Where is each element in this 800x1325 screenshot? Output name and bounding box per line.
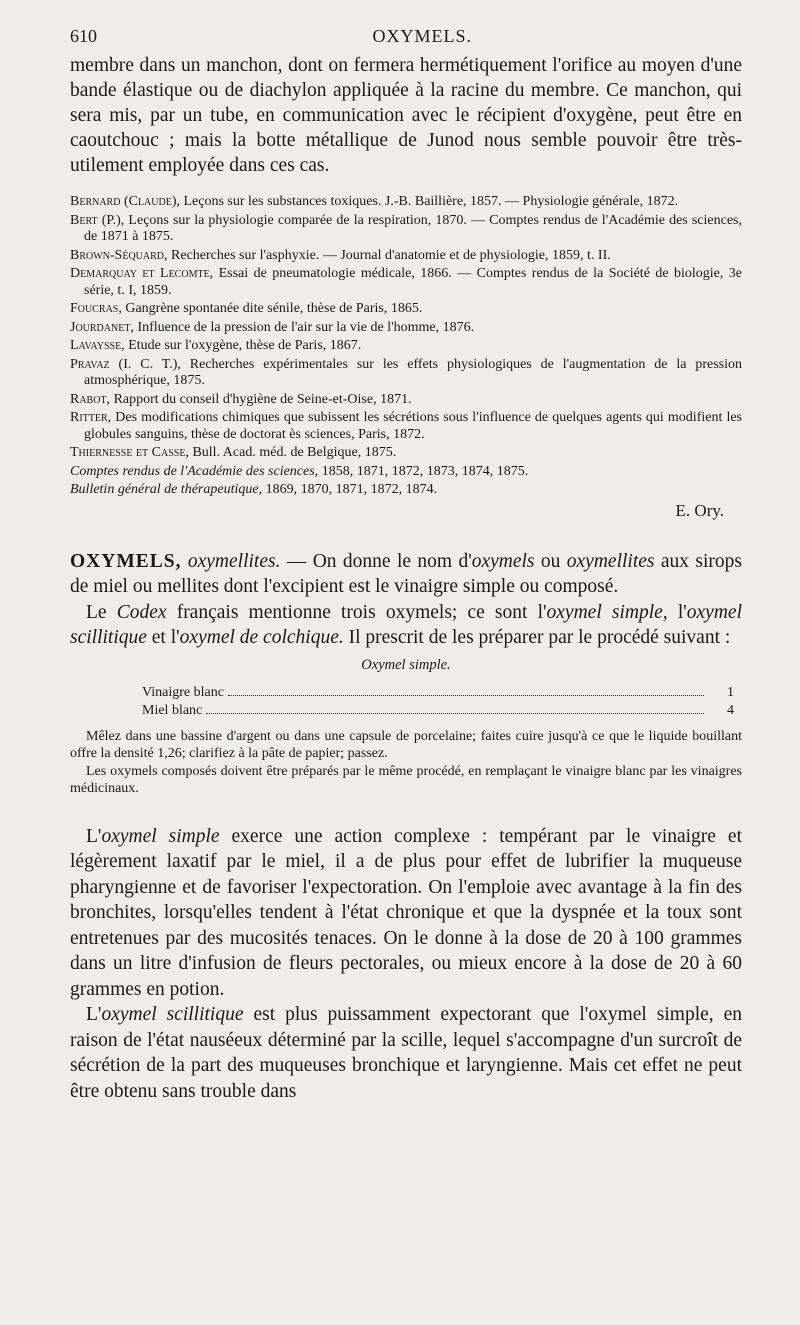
codex-text-1: Le <box>86 601 117 623</box>
recipe-list <box>142 684 734 720</box>
reference-text: Gangrène spontanée dite sénile, thèse de Paris, 1865. <box>121 301 423 316</box>
codex-text-2: français mentionne trois oxymels; ce sont l' <box>166 601 547 623</box>
author-signature: E. Ory. <box>675 500 724 520</box>
reference-item <box>70 320 742 337</box>
reference-title: Comptes rendus de l'Académie des sciences, <box>70 463 319 479</box>
term-oxymellites: oxymellites <box>566 550 655 572</box>
reference-item <box>70 464 742 481</box>
definition-text-1: — On donne le nom d' <box>280 550 472 572</box>
oxymels-entry <box>70 549 742 798</box>
reference-text: Des modifications chimiques que subissent les sécrétions sous l'influence de quelques agents qui modifient les globules sanguins, thèse de doctorat ès sciences, Paris, 1872. <box>84 410 742 442</box>
reference-item <box>70 248 742 265</box>
codex-text-3: l' <box>667 601 687 623</box>
reference-author: Bernard (Claude), <box>70 194 180 209</box>
paragraph-oxymel-scillitique <box>70 1002 742 1104</box>
term-oxymel-simple: oxymel simple, <box>546 601 668 623</box>
term-oxymel-colchique: oxymel de colchique. <box>179 627 344 648</box>
reference-text: Leçons sur la physiologie comparée de la respiration, 1870. — Comptes rendus de l'Académie des sciences, de 1871 à 1875. <box>84 212 742 244</box>
recipe-note: Les oxymels composés doivent être préparés par le même procédé, en remplaçant le vinaigre blanc par les vinaigres médicinaux. <box>70 763 742 796</box>
paragraph-oxymel-simple <box>70 824 742 1003</box>
reference-author: Lavaysse, <box>70 338 125 353</box>
page-header <box>70 26 742 47</box>
reference-text: Leçons sur les substances toxiques. J.-B. Baillière, 1857. — Physiologie générale, 1872. <box>180 194 679 209</box>
entry-synonym: oxymellites. <box>181 550 281 572</box>
intro-section <box>70 53 742 178</box>
reference-author: Pravaz (I. C. T.), <box>70 356 181 372</box>
reference-text: Bull. Acad. méd. de Belgique, 1875. <box>188 445 397 460</box>
reference-text: Rapport du conseil d'hygiène de Seine-et-Oise, 1871. <box>110 391 412 407</box>
intro-paragraph: membre dans un manchon, dont on fermera hermétiquement l'orifice au moyen d'une bande élastique ou de diachylon appliquée à la racine du membre. Ce manchon, qui sera mis, par un tube, en communication avec le récipient d'oxygène, peut être en caoutchouc ; mais la botte métallique de Junod nous semble pouvoir être très-utilement employée dans ces cas. <box>70 55 742 176</box>
p1-term: oxymel simple <box>101 825 220 847</box>
recipe-item <box>142 684 734 702</box>
reference-text: Influence de la pression de l'air sur la vie de l'homme, 1876. <box>133 319 475 335</box>
term-oxymels: oxymels <box>471 550 535 572</box>
reference-text: 1858, 1871, 1872, 1873, 1874, 1875. <box>318 463 529 479</box>
page-number: 610 <box>70 26 97 46</box>
ingredient-name: Miel blanc <box>142 702 203 718</box>
codex-text-5: Il prescrit de les préparer par le procédé suivant : <box>343 627 731 648</box>
reference-item <box>70 445 742 462</box>
codex-paragraph <box>70 600 742 651</box>
reference-author: Foucras, <box>70 301 122 316</box>
ingredient-quantity: 4 <box>727 702 734 718</box>
reference-author: Jourdanet, <box>70 319 134 335</box>
reference-author: Demarquay et Lecomte, <box>70 266 214 281</box>
reference-item <box>70 213 742 246</box>
reference-title: Bulletin général de thérapeutique, <box>70 482 263 497</box>
term-oxymel-scillitique: oxymel scillitique <box>70 601 742 648</box>
reference-author: Ritter, <box>70 410 112 425</box>
recipe-title: Oxymel simple. <box>361 656 451 673</box>
body-text <box>70 824 742 1105</box>
reference-item <box>70 338 742 355</box>
reference-text: Essai de pneumatologie médicale, 1866. — Comptes rendus de la Société de biologie, 3e série, t. I, 1859. <box>84 266 742 298</box>
definition-text-3: aux sirops de miel ou mellites dont l'excipient est le vinaigre simple ou composé. <box>70 550 742 597</box>
entry-headword: OXYMELS, <box>70 550 182 572</box>
reference-author: Thiernesse et Casse, <box>70 445 189 460</box>
reference-item <box>70 482 742 499</box>
definition-text-2: ou <box>534 550 567 572</box>
reference-item <box>70 194 742 211</box>
dot-leader <box>206 713 704 714</box>
p2-text: est plus puissamment expectorant que l'oxymel simple, en raison de l'état nauséeux déterminé par la scille, lequel s'accompagne d'un surcroît de sécrétion de la part des muqueuses bronchique et laryngienne. Mais cet effet ne peut être obtenu sans trouble dans <box>70 1004 742 1102</box>
ingredient-name: Vinaigre blanc <box>142 684 224 700</box>
p1-start: L' <box>86 825 102 847</box>
reference-item <box>70 410 742 443</box>
recipe-instructions: Mêlez dans une bassine d'argent ou dans une capsule de porcelaine; faites cuire jusqu'à ce que le liquide bouillant offre la densité 1,26; clarifiez à la pâte de papier; passez. <box>70 728 742 761</box>
codex-word: Codex <box>116 601 167 623</box>
reference-item <box>70 392 742 409</box>
p1-text: exerce une action complexe : tempérant par le vinaigre et légèrement laxatif par le miel, il a de plus pour effet de lubrifier la muqueuse pharyngienne et de favoriser l'expectoration. On l'emploie avec avantage à la fin des bronchites, lorsqu'elles tendent à l'état chronique et que la dyspnée et la toux sont entretenues par des mucosités tenaces. On le donne à la dose de 20 à 100 grammes dans un litre d'infusion de fleurs pectorales, ou mieux encore à la dose de 20 à 60 grammes en potion. <box>70 825 742 1000</box>
recipe-notes <box>70 728 742 798</box>
reference-text: Recherches sur l'asphyxie. — Journal d'anatomie et de physiologie, 1859, t. II. <box>167 247 611 263</box>
reference-text: Etude sur l'oxygène, thèse de Paris, 1867. <box>124 338 362 353</box>
p2-term: oxymel scillitique <box>101 1004 244 1025</box>
reference-item <box>70 301 742 318</box>
recipe-item <box>142 702 734 720</box>
reference-author: Rabot, <box>70 391 111 407</box>
bibliography <box>70 194 742 499</box>
reference-author: Bert (P.), <box>70 212 125 228</box>
reference-text: 1869, 1870, 1871, 1872, 1874. <box>262 482 438 497</box>
p2-start: L' <box>86 1004 102 1025</box>
ingredient-quantity: 1 <box>727 684 734 700</box>
dot-leader <box>228 695 704 696</box>
reference-text: Recherches expérimentales sur les effets physiologiques de l'augmentation de la pression atmosphérique, 1875. <box>84 356 742 388</box>
running-title: OXYMELS. <box>372 26 472 46</box>
reference-item <box>70 357 742 390</box>
codex-text-4: et l' <box>146 627 180 648</box>
reference-author: Brown-Séquard, <box>70 247 168 263</box>
entry-definition <box>70 549 742 600</box>
reference-item <box>70 266 742 299</box>
